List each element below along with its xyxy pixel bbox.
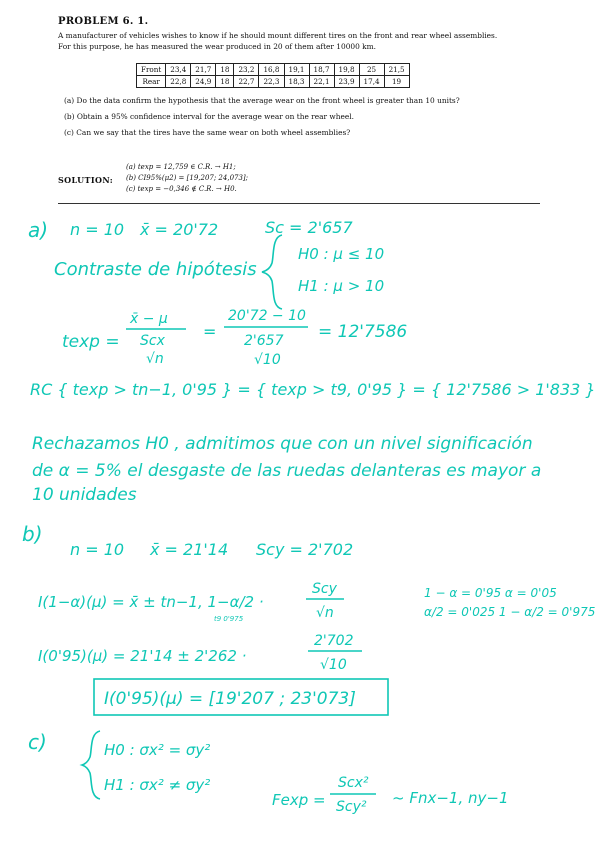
part-b-t-note: t9 0'975 [214, 615, 244, 623]
part-a-n: n = 10 [70, 220, 125, 239]
table-cell: 17,4 [359, 76, 384, 88]
hypothesis-brace [82, 731, 100, 799]
question-c: (c) Can we say that the tires have the same wear on both wheel assemblies? [64, 128, 351, 137]
table-cell: 22,7 [234, 76, 259, 88]
part-b-n: n = 10 [70, 540, 125, 559]
part-c-h1: H1 : σx² ≠ σy² [104, 776, 211, 794]
part-b-calc-num: 2'702 [314, 633, 354, 649]
row-label: Front [137, 64, 166, 76]
solution-b: (b) CI95%(μ2) = [19,207; 24,073]; [126, 174, 249, 182]
table-row [137, 76, 410, 88]
part-b-alpha-values-1: 1 − α = 0'95 α = 0'05 [424, 586, 557, 600]
part-b-result: I(0'95)(μ) = [19'207 ; 23'073] [104, 689, 356, 709]
table-cell: 18 [216, 76, 234, 88]
section-divider [58, 203, 540, 204]
handwritten-notes [0, 205, 600, 848]
part-a-mean: x̄ = 20'72 [140, 220, 219, 239]
table-row [137, 64, 410, 76]
table-cell: 25 [359, 64, 384, 76]
part-c-frac-num: Scx² [338, 775, 369, 791]
row-label: Rear [137, 76, 166, 88]
problem-title: PROBLEM 6. 1. [58, 16, 149, 27]
part-c-frac-den: Scy² [336, 799, 367, 815]
part-b-ci-formula: I(1−α)(μ) = x̄ ± tn−1, 1−α/2 · [38, 593, 264, 611]
part-a-h0: H0 : μ ≤ 10 [298, 245, 385, 263]
part-a-conclusion-3: 10 unidades [32, 485, 137, 505]
part-a-h1: H1 : μ > 10 [298, 277, 385, 295]
part-b-label: b) [22, 522, 43, 546]
part-a-rejection-region: RC { texp > tn−1, 0'95 } = { texp > t9, 0'95 } = { 12'7586 > 1'833 } [30, 380, 596, 399]
hypothesis-brace [262, 235, 282, 309]
table-cell: 21,5 [384, 64, 409, 76]
table-cell: 19,8 [334, 64, 359, 76]
part-b-calc-den: √10 [320, 657, 347, 673]
table-cell: 23,9 [334, 76, 359, 88]
question-a: (a) Do the data confirm the hypothesis that the average wear on the front wheel is greater than 10 units? [64, 96, 460, 105]
solution-a: (a) texp = 12,759 ∈ C.R. → H1; [126, 163, 236, 171]
part-c-h0: H0 : σx² = σy² [104, 741, 211, 759]
part-a-conclusion-1: Rechazamos H0 , admitimos que con un nivel significación [32, 434, 533, 454]
table-cell: 23,2 [234, 64, 259, 76]
solution-c: (c) texp = −0,346 ∉ C.R. → H0. [126, 185, 237, 193]
part-b-alpha-values-2: α/2 = 0'025 1 − α/2 = 0'975 [424, 605, 596, 619]
part-a-label: a) [28, 218, 49, 242]
part-a-frac-num: x̄ − μ [130, 311, 168, 327]
table-cell: 24,9 [191, 76, 216, 88]
solution-label: SOLUTION: [58, 175, 114, 185]
part-a-texp: texp = [62, 332, 120, 352]
problem-statement-line-2: For this purpose, he has measured the wear produced in 20 of them after 10000 km. [58, 42, 377, 51]
part-c-label: c) [28, 730, 47, 754]
table-cell: 16,8 [259, 64, 284, 76]
table-cell: 18,7 [309, 64, 334, 76]
part-a-heading: Contraste de hipótesis [54, 259, 257, 280]
problem-statement-line-1: A manufacturer of vehicles wishes to know if he should mount different tires on the front and rear wheel assemblies. [58, 31, 498, 40]
part-a-sc: Sc = 2'657 [265, 218, 353, 237]
question-b: (b) Obtain a 95% confidence interval for the average wear on the rear wheel. [64, 112, 354, 121]
part-b-sc: Scy = 2'702 [256, 540, 354, 559]
table-cell: 22,8 [166, 76, 191, 88]
part-b-calculation: I(0'95)(μ) = 21'14 ± 2'262 · [38, 647, 247, 665]
table-cell: 19,1 [284, 64, 309, 76]
part-a-frac2-den2: √10 [254, 352, 281, 368]
problem-section [0, 0, 600, 205]
part-a-frac2-num: 20'72 − 10 [228, 308, 306, 324]
part-a-frac-den2: √n [146, 351, 164, 367]
part-a-frac2-den1: 2'657 [244, 333, 284, 349]
table-cell: 18 [216, 64, 234, 76]
part-a-frac-den1: Scx [140, 333, 165, 349]
table-cell: 21,7 [191, 64, 216, 76]
table-cell: 23,4 [166, 64, 191, 76]
table-cell: 22,3 [259, 76, 284, 88]
part-b-frac-den: √n [316, 605, 334, 621]
table-cell: 18,3 [284, 76, 309, 88]
wear-table [136, 63, 410, 88]
table-cell: 19 [384, 76, 409, 88]
part-a-equals: = [203, 322, 217, 341]
part-a-result: = 12'7586 [318, 322, 408, 342]
table-cell: 22,1 [309, 76, 334, 88]
part-b-frac-num: Scy [312, 581, 337, 597]
part-c-fexp: Fexp = [272, 791, 326, 809]
part-c-distribution: ~ Fnx−1, ny−1 [392, 789, 509, 807]
part-b-mean: x̄ = 21'14 [150, 540, 229, 559]
part-a-conclusion-2: de α = 5% el desgaste de las ruedas delanteras es mayor a [32, 461, 542, 481]
